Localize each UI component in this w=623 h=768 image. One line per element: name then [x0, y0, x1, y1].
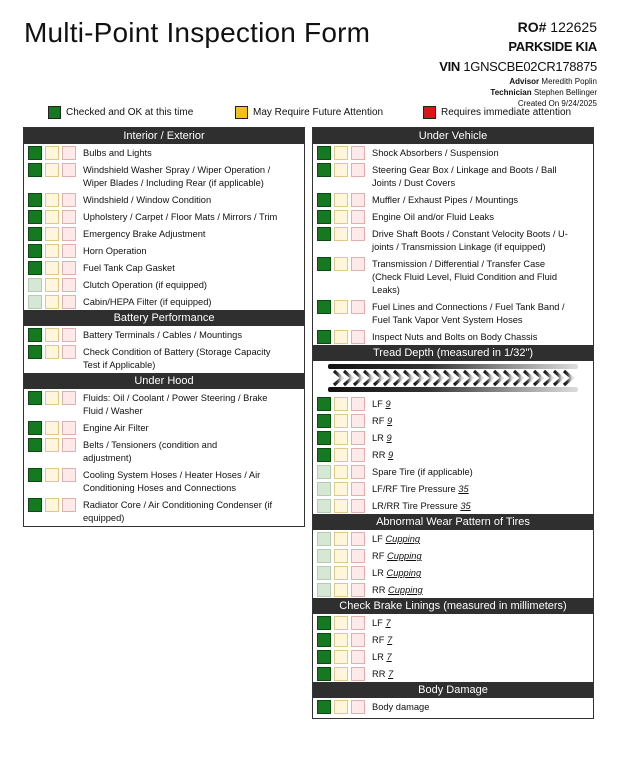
ro-label: RO#: [517, 19, 547, 35]
inspection-row: [24, 225, 304, 242]
brake-value: 7: [388, 669, 394, 679]
green-status-box[interactable]: [317, 650, 331, 664]
yellow-status-box[interactable]: [334, 210, 348, 224]
wear-value: Cupping: [388, 585, 423, 595]
red-status-box[interactable]: [62, 468, 76, 482]
advisor-label: Advisor: [509, 77, 540, 86]
legend-red-label: Requires immediate attention: [441, 107, 572, 118]
tread-depth-list: [313, 395, 593, 514]
red-status-box[interactable]: [62, 193, 76, 207]
inspection-row: [24, 276, 304, 293]
red-status-box[interactable]: [62, 498, 76, 512]
green-status-box[interactable]: [317, 257, 331, 271]
item-label: [372, 397, 391, 411]
tread-value: 9: [385, 399, 391, 409]
yellow-status-box[interactable]: [45, 328, 59, 342]
item-label: [372, 650, 392, 664]
yellow-status-box[interactable]: [334, 650, 348, 664]
legend-green: [48, 106, 193, 119]
green-status-box[interactable]: [317, 549, 331, 563]
red-status-box[interactable]: [351, 465, 365, 479]
yellow-status-box[interactable]: [45, 438, 59, 452]
left-panel: [23, 127, 305, 527]
technician-name: Stephen Bellinger: [533, 88, 597, 97]
inspection-row: [24, 436, 304, 466]
yellow-status-box[interactable]: [334, 532, 348, 546]
wheel-position: RR: [372, 669, 386, 679]
wear-value: Cupping: [387, 551, 422, 561]
wheel-position: RF: [372, 635, 385, 645]
green-status-box[interactable]: [317, 146, 331, 160]
green-status-box[interactable]: [28, 498, 42, 512]
item-label: Shock Absorbers / Suspension: [372, 148, 499, 158]
red-status-box[interactable]: [62, 163, 76, 177]
brake-row: [313, 665, 593, 682]
red-status-box[interactable]: [351, 257, 365, 271]
yellow-status-box[interactable]: [45, 163, 59, 177]
item-label: Engine Air Filter: [83, 423, 149, 433]
red-status-box[interactable]: [351, 616, 365, 630]
pressure-label: LR/RR Tire Pressure: [372, 501, 458, 511]
tire-position: LR: [372, 433, 384, 443]
inspection-row: [24, 191, 304, 208]
body-damage-header: Body Damage: [313, 682, 593, 698]
legend-green-label: Checked and OK at this time: [66, 107, 194, 118]
red-status-box[interactable]: [351, 549, 365, 563]
inspection-row: [24, 242, 304, 259]
yellow-status-box[interactable]: [334, 616, 348, 630]
green-status-box[interactable]: [28, 345, 42, 359]
wear-value: Cupping: [386, 568, 422, 578]
inspection-row: [24, 389, 304, 419]
item-label: Muffler / Exhaust Pipes / Mountings: [372, 195, 519, 205]
green-status-box[interactable]: [317, 616, 331, 630]
tire-position: RF: [372, 416, 385, 426]
wear-row: [313, 547, 593, 564]
legend-yellow: [235, 106, 383, 119]
green-status-box[interactable]: [317, 210, 331, 224]
green-status-box[interactable]: [28, 391, 42, 405]
tread-row: [313, 429, 593, 446]
inspection-row: [313, 225, 593, 255]
yellow-status-box[interactable]: [45, 210, 59, 224]
green-status-box[interactable]: [317, 700, 331, 714]
body-damage-list: [313, 698, 593, 718]
tire-position: LR: [372, 568, 384, 578]
item-label: [372, 482, 469, 496]
green-status-box[interactable]: [28, 146, 42, 160]
green-status-box[interactable]: [317, 227, 331, 241]
inspection-row: [24, 259, 304, 276]
green-status-box[interactable]: [317, 465, 331, 479]
green-status-box[interactable]: [28, 468, 42, 482]
item-label: Transmission / Differential / Transfer Case (Check Fluid Level, Fluid Condition and Fluid Leaks): [372, 259, 557, 295]
green-status-box[interactable]: [317, 583, 331, 597]
tire-position: LF: [372, 534, 383, 544]
tread-value: 9: [388, 450, 394, 460]
red-status-box[interactable]: [351, 482, 365, 496]
item-label: Body damage: [372, 702, 430, 712]
item-label: Engine Oil and/or Fluid Leaks: [372, 212, 494, 222]
inspection-row: [313, 161, 593, 191]
item-label: [372, 465, 473, 479]
green-status-box[interactable]: [317, 532, 331, 546]
inspection-row: [313, 255, 593, 298]
item-label: Belts / Tensioners (condition and adjustment): [83, 440, 218, 463]
inspection-row: [24, 419, 304, 436]
red-status-box[interactable]: [62, 261, 76, 275]
item-label: Upholstery / Carpet / Floor Mats / Mirrors / Trim: [83, 212, 278, 222]
red-status-box[interactable]: [62, 278, 76, 292]
green-status-box[interactable]: [28, 210, 42, 224]
yellow-status-box[interactable]: [45, 391, 59, 405]
tread-row: [313, 463, 593, 480]
item-label: [372, 616, 391, 630]
item-label: [372, 448, 393, 462]
pressure-label: LF/RF Tire Pressure: [372, 484, 456, 494]
item-label: Inspect Nuts and Bolts on Body Chassis: [372, 332, 538, 342]
vin-label: VIN: [439, 59, 461, 74]
yellow-status-box[interactable]: [334, 633, 348, 647]
yellow-swatch-icon: [235, 106, 248, 119]
wear-pattern-header: Abnormal Wear Pattern of Tires: [313, 514, 593, 530]
green-status-box[interactable]: [28, 244, 42, 258]
created-label: Created On: [517, 99, 560, 108]
created-date: 9/24/2025: [561, 99, 597, 108]
under-hood-list: [24, 389, 304, 526]
under-vehicle-list: [313, 144, 593, 345]
tread-row: [313, 480, 593, 497]
pressure-value: 35: [458, 484, 469, 494]
red-status-box[interactable]: [62, 227, 76, 241]
yellow-status-box[interactable]: [45, 227, 59, 241]
yellow-status-box[interactable]: [334, 431, 348, 445]
under-vehicle-header: Under Vehicle: [313, 128, 593, 144]
item-label: Drive Shaft Boots / Constant Velocity Boots / U-joints / Transmission Linkage (if equipped): [372, 229, 568, 252]
red-status-box[interactable]: [62, 438, 76, 452]
green-status-box[interactable]: [317, 566, 331, 580]
red-status-box[interactable]: [351, 193, 365, 207]
red-status-box[interactable]: [62, 421, 76, 435]
interior-header: Interior / Exterior: [24, 128, 304, 144]
green-status-box[interactable]: [317, 163, 331, 177]
green-status-box[interactable]: [28, 295, 42, 309]
form-title: Multi-Point Inspection Form: [24, 17, 371, 48]
tread-pattern-icon: [328, 363, 578, 393]
advisor-name: Meredith Poplin: [541, 77, 597, 86]
red-status-box[interactable]: [351, 431, 365, 445]
item-label: Battery Terminals / Cables / Mountings: [83, 330, 242, 340]
battery-header: Battery Performance: [24, 310, 304, 326]
green-status-box[interactable]: [317, 499, 331, 513]
yellow-status-box[interactable]: [45, 193, 59, 207]
yellow-status-box[interactable]: [334, 499, 348, 513]
yellow-status-box[interactable]: [334, 300, 348, 314]
red-status-box[interactable]: [351, 397, 365, 411]
technician-label: Technician: [490, 88, 532, 97]
tire-position: RR: [372, 450, 386, 460]
order-info: [439, 18, 597, 109]
vin-number: 1GNSCBE02CR178875: [463, 59, 597, 74]
yellow-status-box[interactable]: [334, 667, 348, 681]
red-status-box[interactable]: [351, 330, 365, 344]
wheel-position: LR: [372, 652, 384, 662]
green-status-box[interactable]: [317, 633, 331, 647]
yellow-status-box[interactable]: [334, 163, 348, 177]
inspection-row: [24, 466, 304, 496]
item-label: Emergency Brake Adjustment: [83, 229, 206, 239]
tire-position: RF: [372, 551, 385, 561]
red-status-box[interactable]: [351, 700, 365, 714]
yellow-status-box[interactable]: [334, 257, 348, 271]
inspection-row: [313, 298, 593, 328]
inspection-row: [313, 328, 593, 345]
red-status-box[interactable]: [351, 532, 365, 546]
item-label: [372, 549, 422, 563]
battery-list: [24, 326, 304, 373]
red-status-box[interactable]: [62, 345, 76, 359]
red-status-box[interactable]: [62, 210, 76, 224]
red-swatch-icon: [423, 106, 436, 119]
brake-row: [313, 614, 593, 631]
red-status-box[interactable]: [351, 583, 365, 597]
green-status-box[interactable]: [317, 330, 331, 344]
green-status-box[interactable]: [28, 261, 42, 275]
item-label: Fluids: Oil / Coolant / Power Steering / Brake Fluid / Washer: [83, 393, 268, 416]
inspection-row: [24, 326, 304, 343]
green-status-box[interactable]: [28, 438, 42, 452]
yellow-status-box[interactable]: [45, 421, 59, 435]
green-swatch-icon: [48, 106, 61, 119]
yellow-status-box[interactable]: [45, 244, 59, 258]
yellow-status-box[interactable]: [45, 468, 59, 482]
yellow-status-box[interactable]: [334, 193, 348, 207]
wear-value: Cupping: [385, 534, 421, 544]
red-status-box[interactable]: [351, 667, 365, 681]
ro-number: 122625: [550, 19, 597, 35]
green-status-box[interactable]: [28, 328, 42, 342]
dealer-name: PARKSIDE KIA: [508, 39, 597, 54]
green-status-box[interactable]: [28, 421, 42, 435]
yellow-status-box[interactable]: [45, 498, 59, 512]
green-status-box[interactable]: [317, 397, 331, 411]
item-label: Check Condition of Battery (Storage Capacity Test if Applicable): [83, 347, 271, 370]
red-status-box[interactable]: [62, 146, 76, 160]
vin-line: [439, 58, 597, 76]
red-status-box[interactable]: [351, 414, 365, 428]
inspection-row: [24, 496, 304, 526]
red-status-box[interactable]: [351, 499, 365, 513]
yellow-status-box[interactable]: [334, 583, 348, 597]
yellow-status-box[interactable]: [45, 261, 59, 275]
legend-yellow-label: May Require Future Attention: [253, 107, 384, 118]
green-status-box[interactable]: [317, 193, 331, 207]
inspection-row: [313, 208, 593, 225]
brake-value: 7: [385, 618, 391, 628]
item-label: Bulbs and Lights: [83, 148, 152, 158]
yellow-status-box[interactable]: [334, 146, 348, 160]
green-status-box[interactable]: [28, 193, 42, 207]
inspection-row: [313, 144, 593, 161]
item-label: [372, 566, 421, 580]
item-label: [372, 583, 423, 597]
inspection-row: [24, 343, 304, 373]
item-label: [372, 532, 420, 546]
yellow-status-box[interactable]: [334, 414, 348, 428]
red-status-box[interactable]: [62, 328, 76, 342]
inspection-row: [313, 698, 593, 718]
item-label: Cooling System Hoses / Heater Hoses / Air Conditioning Hoses and Connections: [83, 470, 261, 493]
tread-depth-header: Tread Depth (measured in 1/32"): [313, 345, 593, 361]
green-status-box[interactable]: [28, 227, 42, 241]
advisor-line: [439, 76, 597, 87]
inspection-row: [24, 293, 304, 310]
red-status-box[interactable]: [351, 650, 365, 664]
tread-row: [313, 446, 593, 463]
interior-list: [24, 144, 304, 310]
inspection-row: [24, 208, 304, 225]
inspection-row: [24, 144, 304, 161]
under-hood-header: Under Hood: [24, 373, 304, 389]
green-status-box[interactable]: [28, 163, 42, 177]
yellow-status-box[interactable]: [334, 330, 348, 344]
yellow-status-box[interactable]: [334, 227, 348, 241]
tire-position: Spare Tire (if applicable): [372, 467, 473, 477]
yellow-status-box[interactable]: [334, 700, 348, 714]
item-label: [372, 414, 392, 428]
green-status-box[interactable]: [317, 300, 331, 314]
tread-gauge-image: [313, 361, 593, 395]
red-status-box[interactable]: [351, 210, 365, 224]
tread-row: [313, 412, 593, 429]
wear-row: [313, 564, 593, 581]
item-label: [372, 499, 471, 513]
yellow-status-box[interactable]: [334, 397, 348, 411]
brake-linings-list: [313, 614, 593, 682]
green-status-box[interactable]: [317, 448, 331, 462]
brake-linings-header: Check Brake Linings (measured in millimeters): [313, 598, 593, 614]
red-status-box[interactable]: [351, 300, 365, 314]
yellow-status-box[interactable]: [334, 566, 348, 580]
red-status-box[interactable]: [351, 163, 365, 177]
wear-row: [313, 530, 593, 547]
red-status-box[interactable]: [351, 566, 365, 580]
item-label: Fuel Tank Cap Gasket: [83, 263, 175, 273]
red-status-box[interactable]: [351, 146, 365, 160]
legend: [48, 106, 599, 120]
technician-line: [439, 87, 597, 98]
inspection-row: [313, 191, 593, 208]
tire-position: RR: [372, 585, 386, 595]
yellow-status-box[interactable]: [334, 549, 348, 563]
yellow-status-box[interactable]: [334, 448, 348, 462]
item-label: Fuel Lines and Connections / Fuel Tank Band / Fuel Tank Vapor Vent System Hoses: [372, 302, 565, 325]
wheel-position: LF: [372, 618, 383, 628]
green-status-box[interactable]: [317, 431, 331, 445]
right-panel: [312, 127, 594, 719]
brake-value: 7: [387, 635, 393, 645]
item-label: [372, 667, 393, 681]
yellow-status-box[interactable]: [45, 345, 59, 359]
item-label: Horn Operation: [83, 246, 147, 256]
item-label: Cabin/HEPA Filter (if equipped): [83, 297, 212, 307]
item-label: Clutch Operation (if equipped): [83, 280, 208, 290]
legend-red: [423, 106, 571, 119]
green-status-box[interactable]: [28, 278, 42, 292]
pressure-value: 35: [460, 501, 471, 511]
yellow-status-box[interactable]: [45, 146, 59, 160]
red-status-box[interactable]: [351, 633, 365, 647]
wear-row: [313, 581, 593, 598]
wear-pattern-list: [313, 530, 593, 598]
yellow-status-box[interactable]: [334, 465, 348, 479]
item-label: Radiator Core / Air Conditioning Condenser (if equipped): [83, 500, 273, 523]
red-status-box[interactable]: [351, 448, 365, 462]
tire-position: LF: [372, 399, 383, 409]
yellow-status-box[interactable]: [45, 295, 59, 309]
green-status-box[interactable]: [317, 482, 331, 496]
yellow-status-box[interactable]: [45, 278, 59, 292]
brake-row: [313, 631, 593, 648]
red-status-box[interactable]: [62, 391, 76, 405]
tread-value: 9: [387, 416, 393, 426]
brake-row: [313, 648, 593, 665]
red-status-box[interactable]: [62, 295, 76, 309]
tread-row: [313, 395, 593, 412]
red-status-box[interactable]: [351, 227, 365, 241]
item-label: Windshield Washer Spray / Wiper Operation / Wiper Blades / Including Rear (if applicable): [83, 165, 271, 188]
item-label: Steering Gear Box / Linkage and Boots / Ball Joints / Dust Covers: [372, 165, 557, 188]
inspection-row: [24, 161, 304, 191]
green-status-box[interactable]: [317, 667, 331, 681]
yellow-status-box[interactable]: [334, 482, 348, 496]
item-label: [372, 633, 392, 647]
red-status-box[interactable]: [62, 244, 76, 258]
item-label: Windshield / Window Condition: [83, 195, 212, 205]
brake-value: 7: [386, 652, 392, 662]
item-label: [372, 431, 392, 445]
tread-row: [313, 497, 593, 514]
green-status-box[interactable]: [317, 414, 331, 428]
tread-value: 9: [386, 433, 392, 443]
ro-line: [439, 18, 597, 36]
